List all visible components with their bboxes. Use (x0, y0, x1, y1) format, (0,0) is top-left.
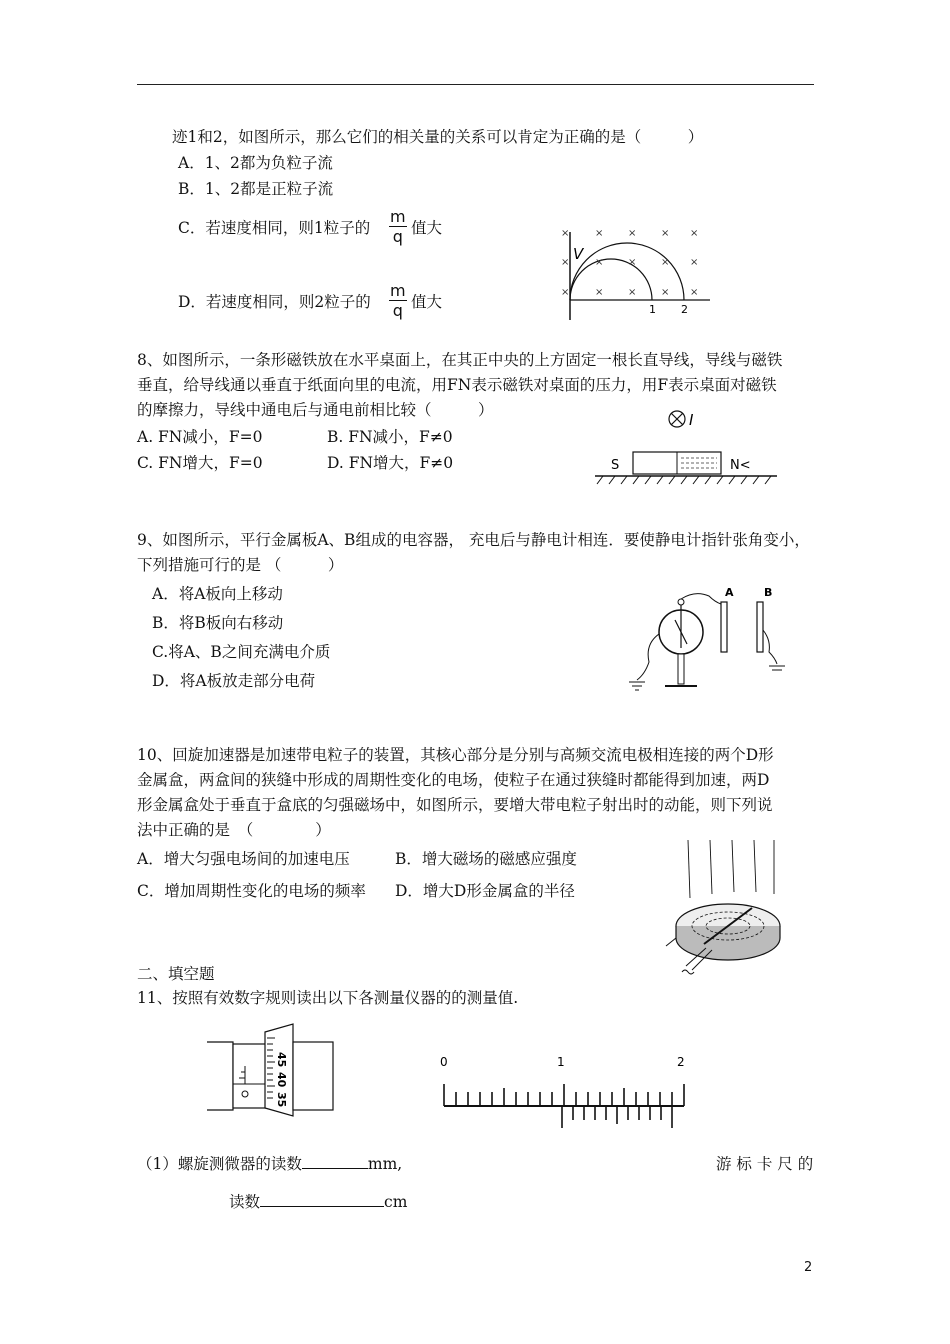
svg-text:×: × (628, 257, 637, 268)
q7-c-suffix: 值大 (411, 219, 443, 237)
svg-text:×: × (595, 287, 604, 298)
svg-text:×: × (561, 228, 570, 239)
caliper-reading-label-2: 读数 (229, 1193, 261, 1211)
q8-magnet-figure (595, 406, 780, 486)
q9-line-1: 9、如图所示，平行金属板A、B组成的电容器， 充电后与静电计相连．要使静电计指针张角变小， (137, 531, 810, 549)
header-rule (137, 84, 814, 85)
q8-option-b: B. FN减小，F≠0 (327, 428, 453, 446)
q7-option-d (178, 293, 371, 312)
q7-option-c (178, 219, 370, 238)
field-crosses (561, 228, 698, 298)
q7-option-c-text: C．若速度相同，则1粒子的 (178, 219, 371, 237)
micrometer-unit: mm, (367, 1155, 403, 1173)
q8-line-1: 8、如图所示，一条形磁铁放在水平桌面上，在其正中央的上方固定一根长直导线，导线与磁铁 (137, 351, 783, 369)
q10-option-b: B．增大磁场的磁感应强度 (395, 850, 577, 868)
q10-line-3: 形金属盒处于垂直于盒底的匀强磁场中，如图所示，要增大带电粒子射出时的动能，则下列说 (137, 796, 773, 814)
q8-line-2: 垂直，给导线通以垂直于纸面向里的电流，用FN表示磁铁对桌面的压力，用F表示桌面对磁铁 (137, 376, 777, 394)
q10-option-d: D．增大D形金属盒的半径 (395, 882, 575, 900)
svg-text:×: × (690, 257, 699, 268)
thimble-mark-35: 35 (275, 1092, 288, 1108)
track-2-label: 2 (681, 303, 688, 316)
thimble-mark-45: 45 (275, 1052, 288, 1068)
micrometer-reading-label: （1）螺旋测微器的读数 (137, 1155, 302, 1173)
caliper-mark-2: 2 (677, 1055, 685, 1069)
south-pole-label: S (611, 458, 620, 473)
section-2-heading: 二、填空题 (137, 965, 215, 983)
micrometer-answer-blank[interactable] (302, 1168, 368, 1169)
plate-a-label: A (725, 586, 734, 599)
svg-text:×: × (628, 287, 637, 298)
svg-text:×: × (595, 257, 604, 268)
fraction-denominator: q (392, 227, 403, 246)
q8-option-d: D. FN增大，F≠0 (327, 454, 454, 472)
vernier-caliper-figure (438, 1052, 688, 1130)
svg-text:×: × (661, 257, 670, 268)
q8-option-c: C. FN增大，F=0 (137, 454, 263, 472)
q7-d-fraction (389, 282, 407, 321)
thimble-mark-40: 40 (275, 1072, 288, 1088)
q7-stem: 迹1和2，如图所示，那么它们的相关量的关系可以肯定为正确的是（ ） (172, 128, 704, 146)
q10-option-c: C．增加周期性变化的电场的频率 (137, 882, 366, 900)
caliper-answer-blank[interactable] (260, 1206, 384, 1207)
q7-option-d-text: D．若速度相同，则2粒子的 (178, 293, 371, 311)
north-pole-label: N< (730, 458, 751, 473)
q8-option-a: A. FN减小，F=0 (137, 428, 263, 446)
vernier-scale-ticks (562, 1106, 672, 1128)
svg-text:×: × (561, 287, 570, 298)
svg-text:×: × (595, 228, 604, 239)
fraction-numerator: m (390, 207, 406, 226)
q7-option-a: A．1、2都为负粒子流 (178, 154, 333, 172)
caliper-mark-1: 1 (557, 1055, 565, 1069)
q11-stem: 11、按照有效数字规则读出以下各测量仪器的的测量值. (137, 989, 519, 1007)
q9-option-d: D．将A板放走部分电荷 (152, 672, 316, 690)
q9-option-a: A．将A板向上移动 (152, 585, 283, 603)
q7-option-b: B．1、2都是正粒子流 (178, 180, 334, 198)
q9-electrometer-figure (625, 582, 785, 712)
caliper-unit: cm (384, 1193, 408, 1211)
plate-b-label: B (764, 586, 773, 599)
q7-d-suffix: 值大 (411, 293, 443, 311)
q11-part-1 (137, 1155, 402, 1174)
q10-cyclotron-figure (662, 838, 797, 978)
micrometer-figure (205, 1022, 335, 1118)
svg-text:×: × (690, 287, 699, 298)
svg-text:×: × (628, 228, 637, 239)
q11-part-2 (229, 1193, 407, 1212)
svg-text:×: × (661, 287, 670, 298)
q7-magnetic-field-figure (555, 222, 715, 324)
current-label: I (689, 411, 694, 429)
track-1-label: 1 (649, 303, 656, 316)
q7-c-fraction (389, 208, 407, 247)
q9-line-2: 下列措施可行的是 （ ） (137, 556, 344, 574)
svg-text:×: × (690, 228, 699, 239)
q10-line-4: 法中正确的是 （ ） (137, 821, 331, 839)
svg-text:×: × (561, 257, 570, 268)
fraction-denominator: q (392, 301, 403, 320)
fraction-numerator: m (390, 281, 406, 300)
q8-line-3: 的摩擦力，导线中通电后与通电前相比较（ ） (137, 401, 494, 419)
velocity-label: V (573, 245, 584, 263)
q9-option-c: C.将A、B之间充满电介质 (152, 643, 331, 661)
svg-text:×: × (661, 228, 670, 239)
q10-option-a: A．增大匀强电场间的加速电压 (137, 850, 350, 868)
main-scale-ticks (444, 1084, 684, 1106)
caliper-mark-0: 0 (440, 1055, 448, 1069)
caliper-reading-label: 游 标 卡 尺 的 (716, 1155, 814, 1173)
q10-line-1: 10、回旋加速器是加速带电粒子的装置，其核心部分是分别与高频交流电极相连接的两个D形 (137, 746, 774, 764)
q9-option-b: B．将B板向右移动 (152, 614, 284, 632)
q10-line-2: 金属盒，两盒间的狭缝中形成的周期性变化的电场，使粒子在通过狭缝时都能得到加速，两D (137, 771, 770, 789)
page-number: 2 (804, 1260, 813, 1275)
